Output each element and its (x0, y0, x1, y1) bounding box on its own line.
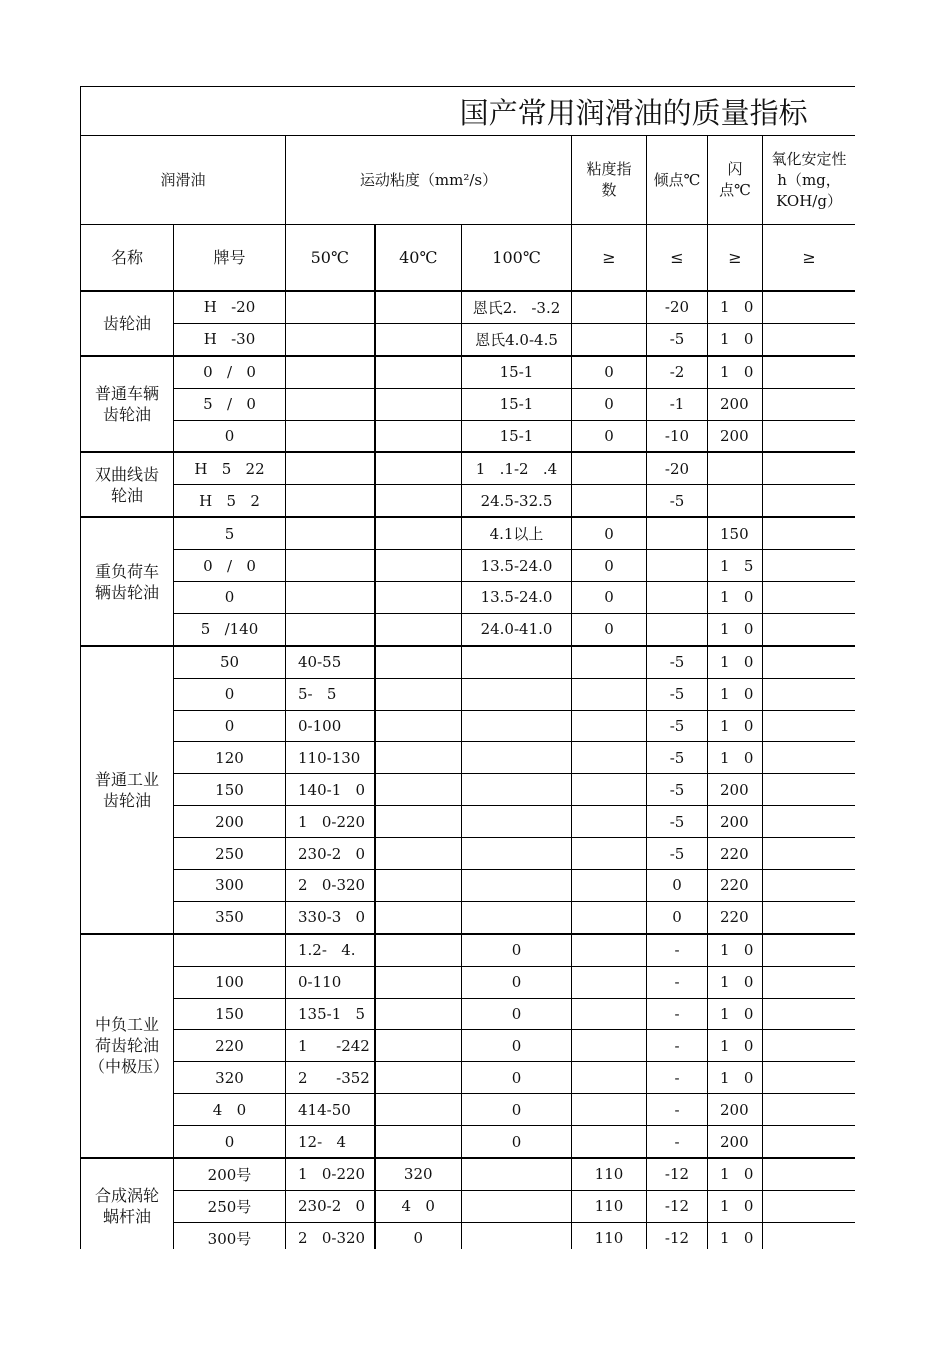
cell-visc-50c (286, 420, 375, 452)
cell-visc-40c (375, 998, 462, 1030)
cell-grade: 200 (174, 806, 286, 838)
cell-visc-40c (375, 420, 462, 452)
cell-visc-50c (286, 613, 375, 645)
header-pour: 倾点℃ (647, 136, 708, 225)
cell-vi (572, 1126, 647, 1158)
cell-visc-40c (375, 485, 462, 517)
cell-flash-point: 200 (708, 774, 763, 806)
cell-visc-40c (375, 870, 462, 902)
cell-visc-40c (375, 356, 462, 388)
table-row (81, 1158, 856, 1190)
cell-oxidation (763, 806, 856, 838)
cell-visc-100c: 0 (462, 1062, 572, 1094)
cell-grade: 4 0 (174, 1094, 286, 1126)
cell-visc-100c: 0 (462, 934, 572, 966)
cell-visc-50c: 230-2 0 (286, 1190, 375, 1222)
cell-oxidation (763, 678, 856, 710)
cell-flash-point: 220 (708, 838, 763, 870)
cell-visc-100c: 0 (462, 966, 572, 998)
cell-vi: 0 (572, 388, 647, 420)
table-row (81, 774, 856, 806)
cell-pour-point: -5 (647, 678, 708, 710)
cell-visc-50c: 5- 5 (286, 678, 375, 710)
table-row (81, 1062, 856, 1094)
cell-visc-40c (375, 838, 462, 870)
header-ge-vi: ≥ (572, 225, 647, 292)
cell-grade: 0 (174, 1126, 286, 1158)
cell-visc-50c (286, 388, 375, 420)
cell-visc-40c (375, 646, 462, 678)
cell-visc-100c (462, 742, 572, 774)
cell-visc-50c: 140-1 0 (286, 774, 375, 806)
cell-pour-point: - (647, 1062, 708, 1094)
cell-vi: 110 (572, 1222, 647, 1249)
table-row (81, 1094, 856, 1126)
spreadsheet (80, 86, 855, 1249)
table-row (81, 1190, 856, 1222)
cell-visc-50c (286, 517, 375, 549)
cell-visc-100c: 1 .1-2 .4 (462, 452, 572, 484)
cell-flash-point: 150 (708, 517, 763, 549)
cell-visc-50c: 40-55 (286, 646, 375, 678)
cell-visc-50c: 12- 4 (286, 1126, 375, 1158)
cell-oxidation (763, 356, 856, 388)
cell-visc-40c (375, 774, 462, 806)
cell-visc-40c (375, 550, 462, 582)
cell-pour-point: - (647, 934, 708, 966)
cell-flash-point: 1 0 (708, 678, 763, 710)
table-row (81, 966, 856, 998)
cell-oxidation (763, 1190, 856, 1222)
cell-visc-50c (286, 356, 375, 388)
cell-visc-50c: 1 -242 (286, 1030, 375, 1062)
cell-pour-point: - (647, 1126, 708, 1158)
cell-oxidation (763, 901, 856, 933)
cell-vi: 0 (572, 613, 647, 645)
cell-grade: 5 / 0 (174, 388, 286, 420)
header-50c: 50℃ (286, 225, 375, 292)
cell-grade: 220 (174, 1030, 286, 1062)
table-row (81, 934, 856, 966)
header-40c: 40℃ (375, 225, 462, 292)
cell-oxidation (763, 420, 856, 452)
cell-visc-100c (462, 870, 572, 902)
cell-flash-point: 1 0 (708, 1158, 763, 1190)
header-ge-flash: ≥ (708, 225, 763, 292)
cell-visc-100c: 4.1以上 (462, 517, 572, 549)
cell-vi (572, 646, 647, 678)
cell-flash-point: 200 (708, 420, 763, 452)
cell-flash-point (708, 452, 763, 484)
cell-grade: H -20 (174, 291, 286, 323)
cell-oxidation (763, 452, 856, 484)
cell-oxidation (763, 1062, 856, 1094)
cell-visc-100c (462, 838, 572, 870)
cell-visc-100c (462, 1158, 572, 1190)
cell-visc-40c (375, 1094, 462, 1126)
cell-vi (572, 1030, 647, 1062)
table-row (81, 998, 856, 1030)
table-row (81, 323, 856, 355)
cell-visc-40c (375, 678, 462, 710)
cell-pour-point: -5 (647, 710, 708, 742)
cell-visc-100c: 15-1 (462, 356, 572, 388)
cell-grade: H 5 22 (174, 452, 286, 484)
header-oxid: 氧化安定性h（mg，KOH/g） (763, 136, 856, 225)
cell-visc-40c (375, 517, 462, 549)
cell-oxidation (763, 774, 856, 806)
category-name: 合成涡轮蜗杆油 (81, 1158, 174, 1249)
cell-oxidation (763, 485, 856, 517)
quality-table (80, 86, 855, 1249)
header-vi: 粘度指数 (572, 136, 647, 225)
cell-grade: 5 /140 (174, 613, 286, 645)
cell-visc-100c: 15-1 (462, 420, 572, 452)
cell-visc-40c: 4 0 (375, 1190, 462, 1222)
cell-grade: H -30 (174, 323, 286, 355)
cell-vi: 0 (572, 420, 647, 452)
cell-pour-point: -5 (647, 485, 708, 517)
cell-grade: 50 (174, 646, 286, 678)
table-row (81, 550, 856, 582)
cell-vi (572, 742, 647, 774)
category-name: 重负荷车辆齿轮油 (81, 517, 174, 646)
cell-visc-100c (462, 806, 572, 838)
table-row (81, 678, 856, 710)
cell-visc-40c (375, 966, 462, 998)
cell-visc-40c: 0 (375, 1222, 462, 1249)
cell-visc-40c (375, 452, 462, 484)
category-name: 齿轮油 (81, 291, 174, 356)
cell-vi (572, 1062, 647, 1094)
cell-oxidation (763, 582, 856, 614)
cell-pour-point: - (647, 966, 708, 998)
cell-vi (572, 901, 647, 933)
cell-oxidation (763, 1158, 856, 1190)
cell-visc-100c (462, 710, 572, 742)
cell-flash-point: 1 0 (708, 323, 763, 355)
cell-flash-point: 1 0 (708, 966, 763, 998)
cell-vi: 0 (572, 517, 647, 549)
cell-flash-point: 1 0 (708, 1222, 763, 1249)
cell-vi (572, 774, 647, 806)
cell-oxidation (763, 742, 856, 774)
cell-vi (572, 291, 647, 323)
cell-grade: 0 (174, 710, 286, 742)
cell-visc-50c (286, 485, 375, 517)
cell-oxidation (763, 998, 856, 1030)
cell-visc-50c: 0-110 (286, 966, 375, 998)
cell-pour-point: - (647, 1094, 708, 1126)
cell-visc-100c: 13.5-24.0 (462, 582, 572, 614)
table-row (81, 806, 856, 838)
cell-pour-point (647, 613, 708, 645)
cell-vi (572, 966, 647, 998)
cell-visc-100c: 恩氏4.0-4.5 (462, 323, 572, 355)
cell-flash-point: 1 0 (708, 291, 763, 323)
cell-flash-point: 1 0 (708, 710, 763, 742)
cell-visc-100c (462, 678, 572, 710)
cell-visc-40c (375, 806, 462, 838)
cell-vi (572, 323, 647, 355)
cell-oxidation (763, 1094, 856, 1126)
cell-flash-point: 1 5 (708, 550, 763, 582)
cell-visc-40c (375, 613, 462, 645)
table-row (81, 388, 856, 420)
cell-pour-point: 0 (647, 901, 708, 933)
cell-oxidation (763, 323, 856, 355)
cell-visc-50c: 1 0-220 (286, 1158, 375, 1190)
cell-flash-point: 1 0 (708, 582, 763, 614)
cell-oxidation (763, 1030, 856, 1062)
table-row (81, 356, 856, 388)
cell-vi (572, 710, 647, 742)
cell-visc-50c: 414-50 (286, 1094, 375, 1126)
cell-grade: H 5 2 (174, 485, 286, 517)
cell-flash-point: 220 (708, 870, 763, 902)
cell-grade: 0 (174, 420, 286, 452)
cell-flash-point: 1 0 (708, 934, 763, 966)
cell-vi (572, 998, 647, 1030)
cell-grade: 200号 (174, 1158, 286, 1190)
cell-flash-point: 1 0 (708, 998, 763, 1030)
cell-pour-point (647, 582, 708, 614)
cell-flash-point: 1 0 (708, 1062, 763, 1094)
cell-pour-point: - (647, 1030, 708, 1062)
cell-pour-point: -5 (647, 838, 708, 870)
cell-grade: 300号 (174, 1222, 286, 1249)
cell-grade: 5 (174, 517, 286, 549)
cell-flash-point: 1 0 (708, 742, 763, 774)
cell-flash-point (708, 485, 763, 517)
cell-visc-40c (375, 710, 462, 742)
cell-oxidation (763, 1222, 856, 1249)
cell-oxidation (763, 646, 856, 678)
cell-vi (572, 806, 647, 838)
cell-flash-point: 1 0 (708, 1030, 763, 1062)
cell-pour-point: -12 (647, 1222, 708, 1249)
table-row (81, 1030, 856, 1062)
cell-oxidation (763, 517, 856, 549)
cell-visc-50c: 110-130 (286, 742, 375, 774)
cell-visc-50c (286, 582, 375, 614)
cell-grade: 0 (174, 582, 286, 614)
cell-pour-point: -20 (647, 452, 708, 484)
cell-vi (572, 678, 647, 710)
cell-grade: 320 (174, 1062, 286, 1094)
cell-flash-point: 1 0 (708, 613, 763, 645)
table-row (81, 870, 856, 902)
cell-oxidation (763, 388, 856, 420)
cell-pour-point (647, 517, 708, 549)
cell-vi: 110 (572, 1190, 647, 1222)
cell-visc-50c (286, 452, 375, 484)
header-100c: 100℃ (462, 225, 572, 292)
cell-vi: 0 (572, 550, 647, 582)
cell-pour-point: -12 (647, 1158, 708, 1190)
table-row (81, 582, 856, 614)
cell-flash-point: 200 (708, 388, 763, 420)
cell-visc-100c: 24.0-41.0 (462, 613, 572, 645)
category-name: 中负工业荷齿轮油（中极压） (81, 934, 174, 1158)
header-grade: 牌号 (174, 225, 286, 292)
table-row (81, 420, 856, 452)
cell-grade: 100 (174, 966, 286, 998)
category-name: 双曲线齿轮油 (81, 452, 174, 517)
header-oil: 润滑油 (81, 136, 286, 225)
cell-visc-40c (375, 1126, 462, 1158)
cell-vi (572, 452, 647, 484)
cell-flash-point: 1 0 (708, 1190, 763, 1222)
cell-pour-point: -5 (647, 806, 708, 838)
cell-grade: 150 (174, 774, 286, 806)
cell-flash-point: 200 (708, 1126, 763, 1158)
table-row (81, 742, 856, 774)
cell-visc-40c (375, 323, 462, 355)
cell-visc-50c: 1 0-220 (286, 806, 375, 838)
cell-visc-50c: 0-100 (286, 710, 375, 742)
header-ge-oxid: ≥ (763, 225, 856, 292)
cell-visc-40c (375, 582, 462, 614)
table-row (81, 485, 856, 517)
cell-grade: 0 / 0 (174, 550, 286, 582)
table-row (81, 901, 856, 933)
cell-vi (572, 485, 647, 517)
table-row (81, 452, 856, 484)
table-row (81, 517, 856, 549)
cell-grade: 250号 (174, 1190, 286, 1222)
cell-pour-point: -20 (647, 291, 708, 323)
page-title: 国产常用润滑油的质量指标 (81, 87, 856, 136)
cell-visc-100c (462, 774, 572, 806)
cell-vi (572, 1094, 647, 1126)
cell-visc-50c (286, 291, 375, 323)
cell-visc-40c: 320 (375, 1158, 462, 1190)
cell-pour-point: -5 (647, 774, 708, 806)
cell-visc-50c (286, 550, 375, 582)
cell-vi: 0 (572, 582, 647, 614)
category-name: 普通车辆齿轮油 (81, 356, 174, 453)
header-viscosity: 运动粘度（mm²/s） (286, 136, 572, 225)
cell-visc-100c: 13.5-24.0 (462, 550, 572, 582)
cell-vi (572, 934, 647, 966)
cell-visc-40c (375, 1062, 462, 1094)
header-name: 名称 (81, 225, 174, 292)
cell-grade: 350 (174, 901, 286, 933)
cell-flash-point: 220 (708, 901, 763, 933)
cell-oxidation (763, 870, 856, 902)
table-row (81, 1126, 856, 1158)
cell-pour-point (647, 550, 708, 582)
cell-pour-point: -10 (647, 420, 708, 452)
cell-visc-100c (462, 1190, 572, 1222)
cell-visc-40c (375, 1030, 462, 1062)
cell-oxidation (763, 838, 856, 870)
table-row (81, 291, 856, 323)
cell-pour-point: -5 (647, 646, 708, 678)
cell-pour-point: -5 (647, 323, 708, 355)
cell-visc-50c (286, 323, 375, 355)
cell-grade: 150 (174, 998, 286, 1030)
header-flash: 闪点℃ (708, 136, 763, 225)
cell-visc-100c (462, 901, 572, 933)
cell-flash-point: 200 (708, 806, 763, 838)
cell-grade: 250 (174, 838, 286, 870)
table-row (81, 838, 856, 870)
cell-visc-100c: 0 (462, 1094, 572, 1126)
cell-visc-40c (375, 934, 462, 966)
cell-vi (572, 870, 647, 902)
table-row (81, 710, 856, 742)
cell-visc-50c: 2 0-320 (286, 870, 375, 902)
cell-pour-point: -2 (647, 356, 708, 388)
table-row (81, 1222, 856, 1249)
cell-visc-40c (375, 291, 462, 323)
cell-visc-100c (462, 1222, 572, 1249)
category-name: 普通工业齿轮油 (81, 646, 174, 934)
cell-visc-100c (462, 646, 572, 678)
cell-visc-50c: 135-1 5 (286, 998, 375, 1030)
cell-oxidation (763, 710, 856, 742)
cell-oxidation (763, 966, 856, 998)
table-row (81, 646, 856, 678)
cell-visc-50c: 330-3 0 (286, 901, 375, 933)
cell-visc-100c: 0 (462, 1030, 572, 1062)
cell-visc-50c: 1.2- 4. (286, 934, 375, 966)
cell-visc-100c: 恩氏2. -3.2 (462, 291, 572, 323)
cell-oxidation (763, 1126, 856, 1158)
cell-visc-100c: 0 (462, 1126, 572, 1158)
cell-oxidation (763, 613, 856, 645)
cell-flash-point: 200 (708, 1094, 763, 1126)
cell-pour-point: 0 (647, 870, 708, 902)
cell-vi: 0 (572, 356, 647, 388)
cell-oxidation (763, 550, 856, 582)
cell-vi (572, 838, 647, 870)
cell-vi: 110 (572, 1158, 647, 1190)
cell-oxidation (763, 291, 856, 323)
cell-flash-point: 1 0 (708, 356, 763, 388)
cell-visc-40c (375, 388, 462, 420)
cell-visc-100c: 15-1 (462, 388, 572, 420)
cell-pour-point: -5 (647, 742, 708, 774)
cell-grade: 300 (174, 870, 286, 902)
cell-visc-50c: 2 -352 (286, 1062, 375, 1094)
cell-pour-point: - (647, 998, 708, 1030)
cell-pour-point: -12 (647, 1190, 708, 1222)
cell-visc-40c (375, 901, 462, 933)
cell-visc-100c: 24.5-32.5 (462, 485, 572, 517)
cell-grade: 0 (174, 678, 286, 710)
cell-visc-100c: 0 (462, 998, 572, 1030)
cell-oxidation (763, 934, 856, 966)
cell-grade: 0 / 0 (174, 356, 286, 388)
cell-grade: 120 (174, 742, 286, 774)
cell-visc-50c: 230-2 0 (286, 838, 375, 870)
cell-pour-point: -1 (647, 388, 708, 420)
cell-visc-50c: 2 0-320 (286, 1222, 375, 1249)
cell-flash-point: 1 0 (708, 646, 763, 678)
cell-grade (174, 934, 286, 966)
table-row (81, 613, 856, 645)
cell-visc-40c (375, 742, 462, 774)
header-le-pour: ≤ (647, 225, 708, 292)
